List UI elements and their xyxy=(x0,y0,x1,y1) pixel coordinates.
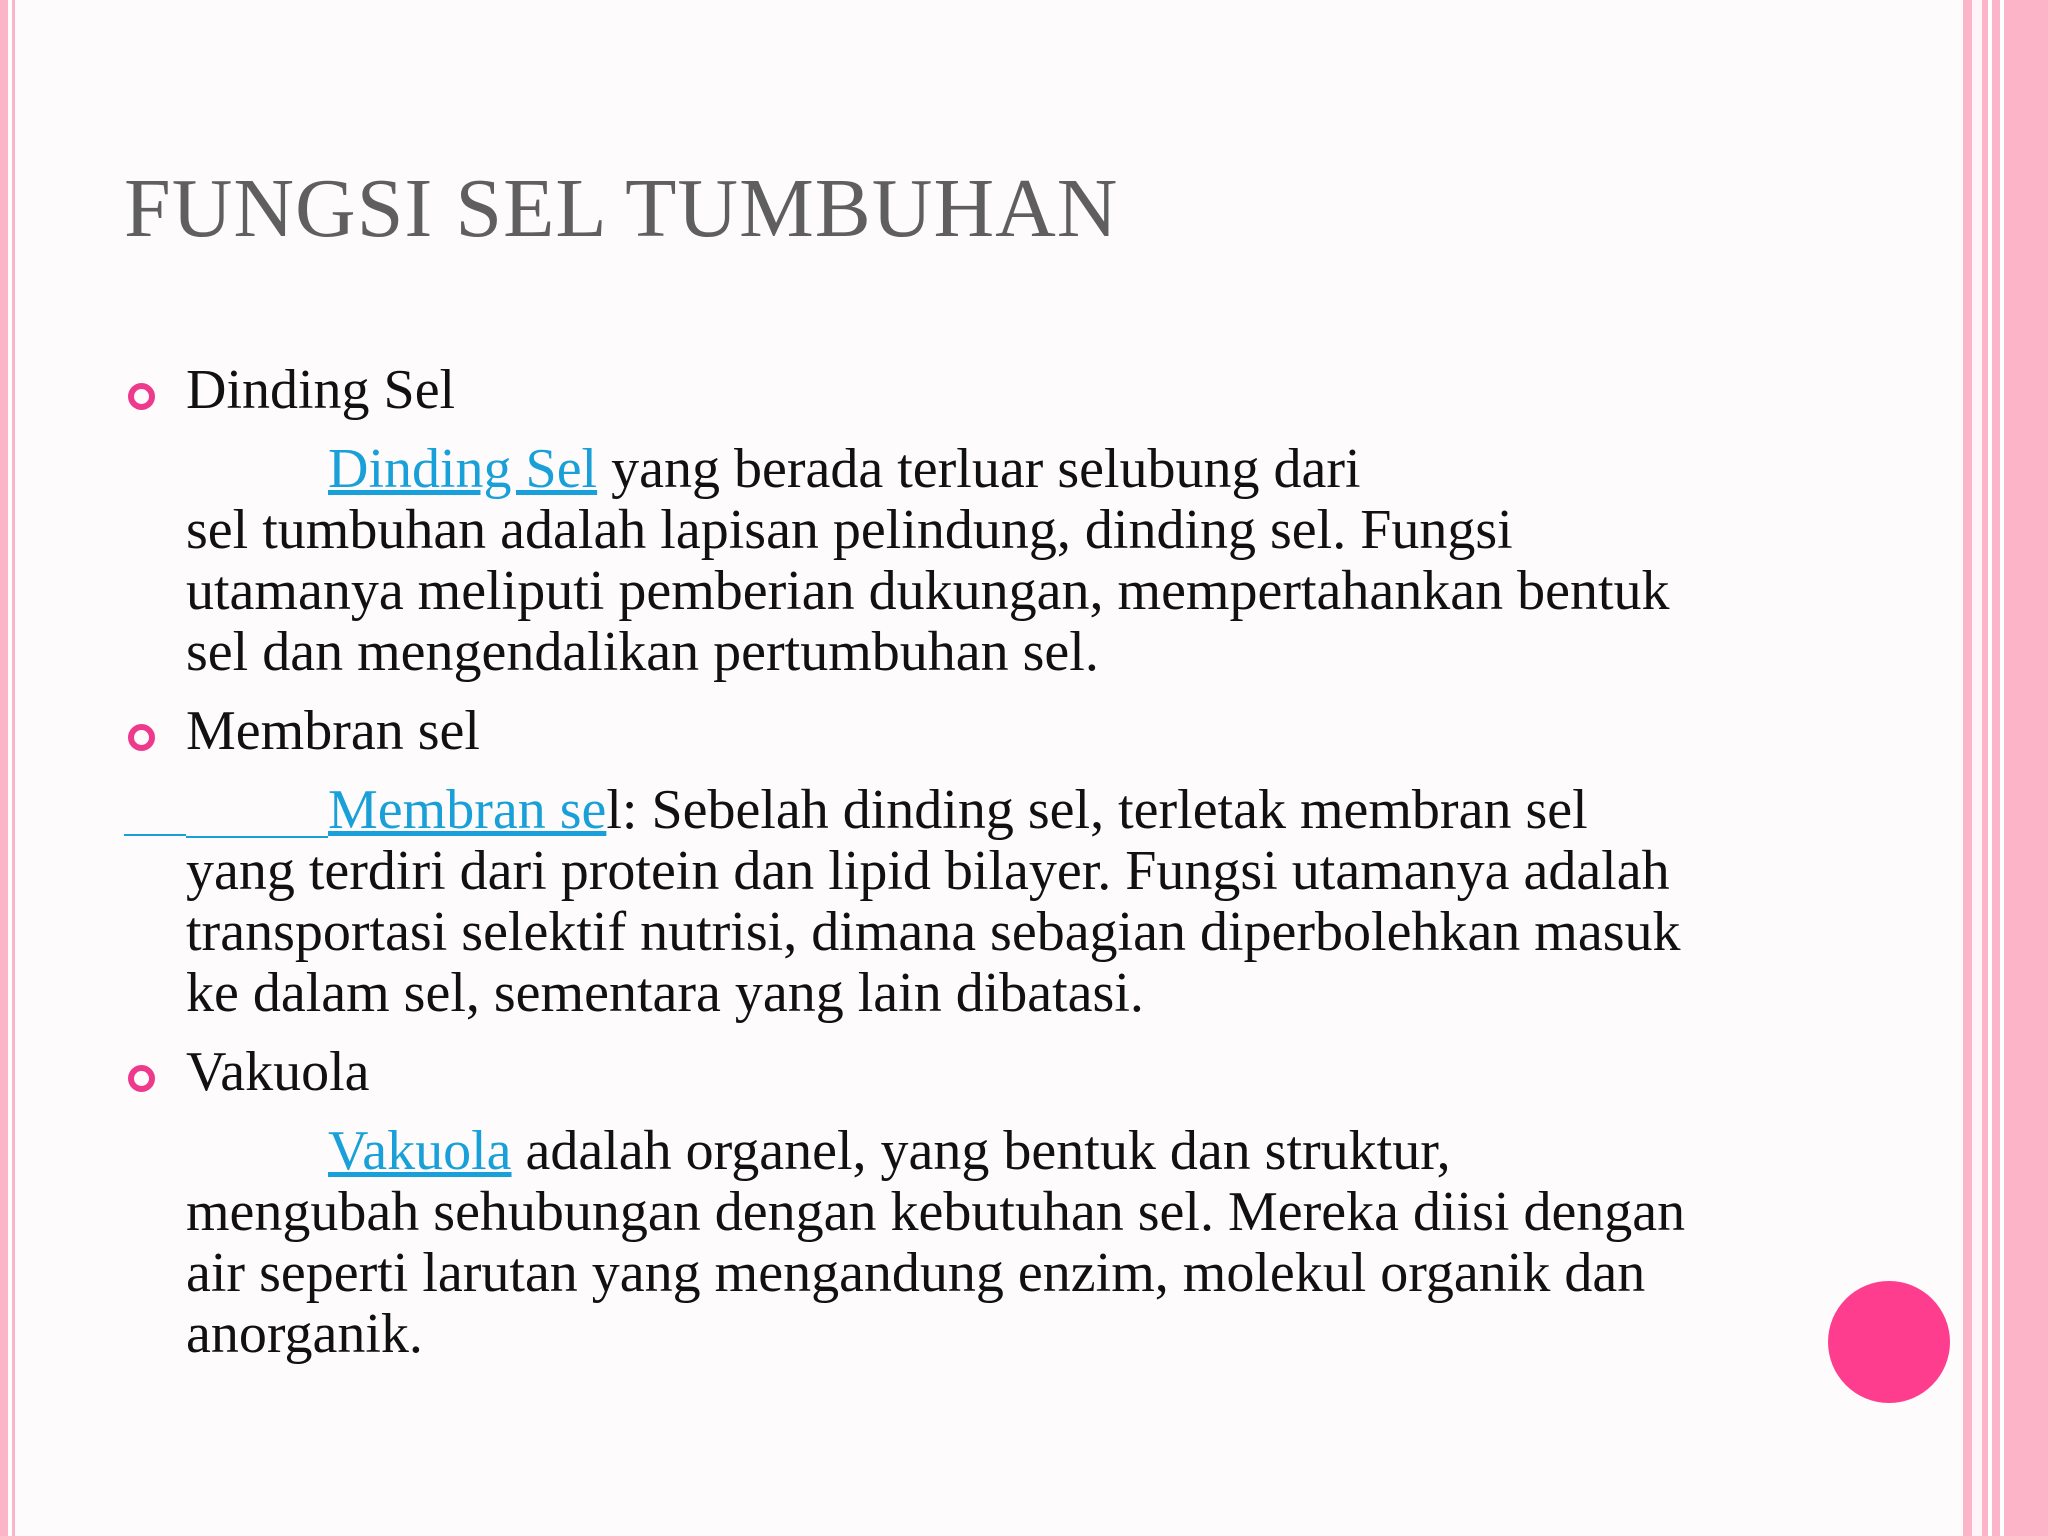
item-text: sel tumbuhan adalah lapisan pelindung, dinding sel. Fungsi utamanya meliputi pemberian dukungan, mempertahankan bentuk sel dan mengendalikan pertumbuhan sel. xyxy=(186,499,1670,683)
item-heading: Vakuola xyxy=(186,1041,370,1103)
slide-content xyxy=(124,360,1704,1383)
item-heading: Membran sel xyxy=(186,700,480,762)
list-item-dinding-sel xyxy=(124,360,1704,683)
vakuola-link[interactable]: Vakuola xyxy=(328,1120,512,1182)
dinding-sel-link[interactable]: Dinding Sel xyxy=(328,438,598,500)
link-underline-extension xyxy=(124,834,186,836)
list-item-membran-sel xyxy=(124,701,1704,1024)
item-description xyxy=(186,780,1704,1024)
item-text: yang terdiri dari protein dan lipid bilayer. Fungsi utamanya adalah transportasi selektif nutrisi, dimana sebagian diperbolehkan masuk ke dalam sel, sementara yang lain dibatasi. xyxy=(186,840,1681,1024)
item-text: mengubah sehubungan dengan kebutuhan sel. Mereka diisi dengan air seperti larutan yang mengandung enzim, molekul organik dan anorganik. xyxy=(186,1181,1686,1365)
left-border-stripe xyxy=(0,0,8,1536)
right-border-band xyxy=(1963,0,1972,1536)
right-border-band-wide xyxy=(2004,0,2048,1536)
item-text-after-link: l: Sebelah dinding sel, terletak membran sel xyxy=(606,779,1588,841)
right-border-gap xyxy=(1972,0,1982,1536)
item-text-after-link: adalah organel, yang bentuk dan struktur, xyxy=(511,1120,1451,1182)
ring-bullet-icon xyxy=(128,1065,155,1092)
slide-title: FUNGSI SEL TUMBUHAN xyxy=(124,162,1119,255)
item-description xyxy=(186,1121,1704,1365)
item-text-after-link: yang berada terluar selubung dari xyxy=(597,438,1361,500)
indent-spacer xyxy=(186,780,328,838)
right-border-band xyxy=(1982,0,1988,1536)
accent-circle xyxy=(1828,1281,1950,1403)
item-heading: Dinding Sel xyxy=(186,359,456,421)
membran-sel-link[interactable]: Membran se xyxy=(328,779,607,841)
ring-bullet-icon xyxy=(128,383,155,410)
right-border-band xyxy=(1992,0,2000,1536)
ring-bullet-icon xyxy=(128,724,155,751)
list-item-vakuola xyxy=(124,1042,1704,1365)
item-description xyxy=(186,439,1704,683)
